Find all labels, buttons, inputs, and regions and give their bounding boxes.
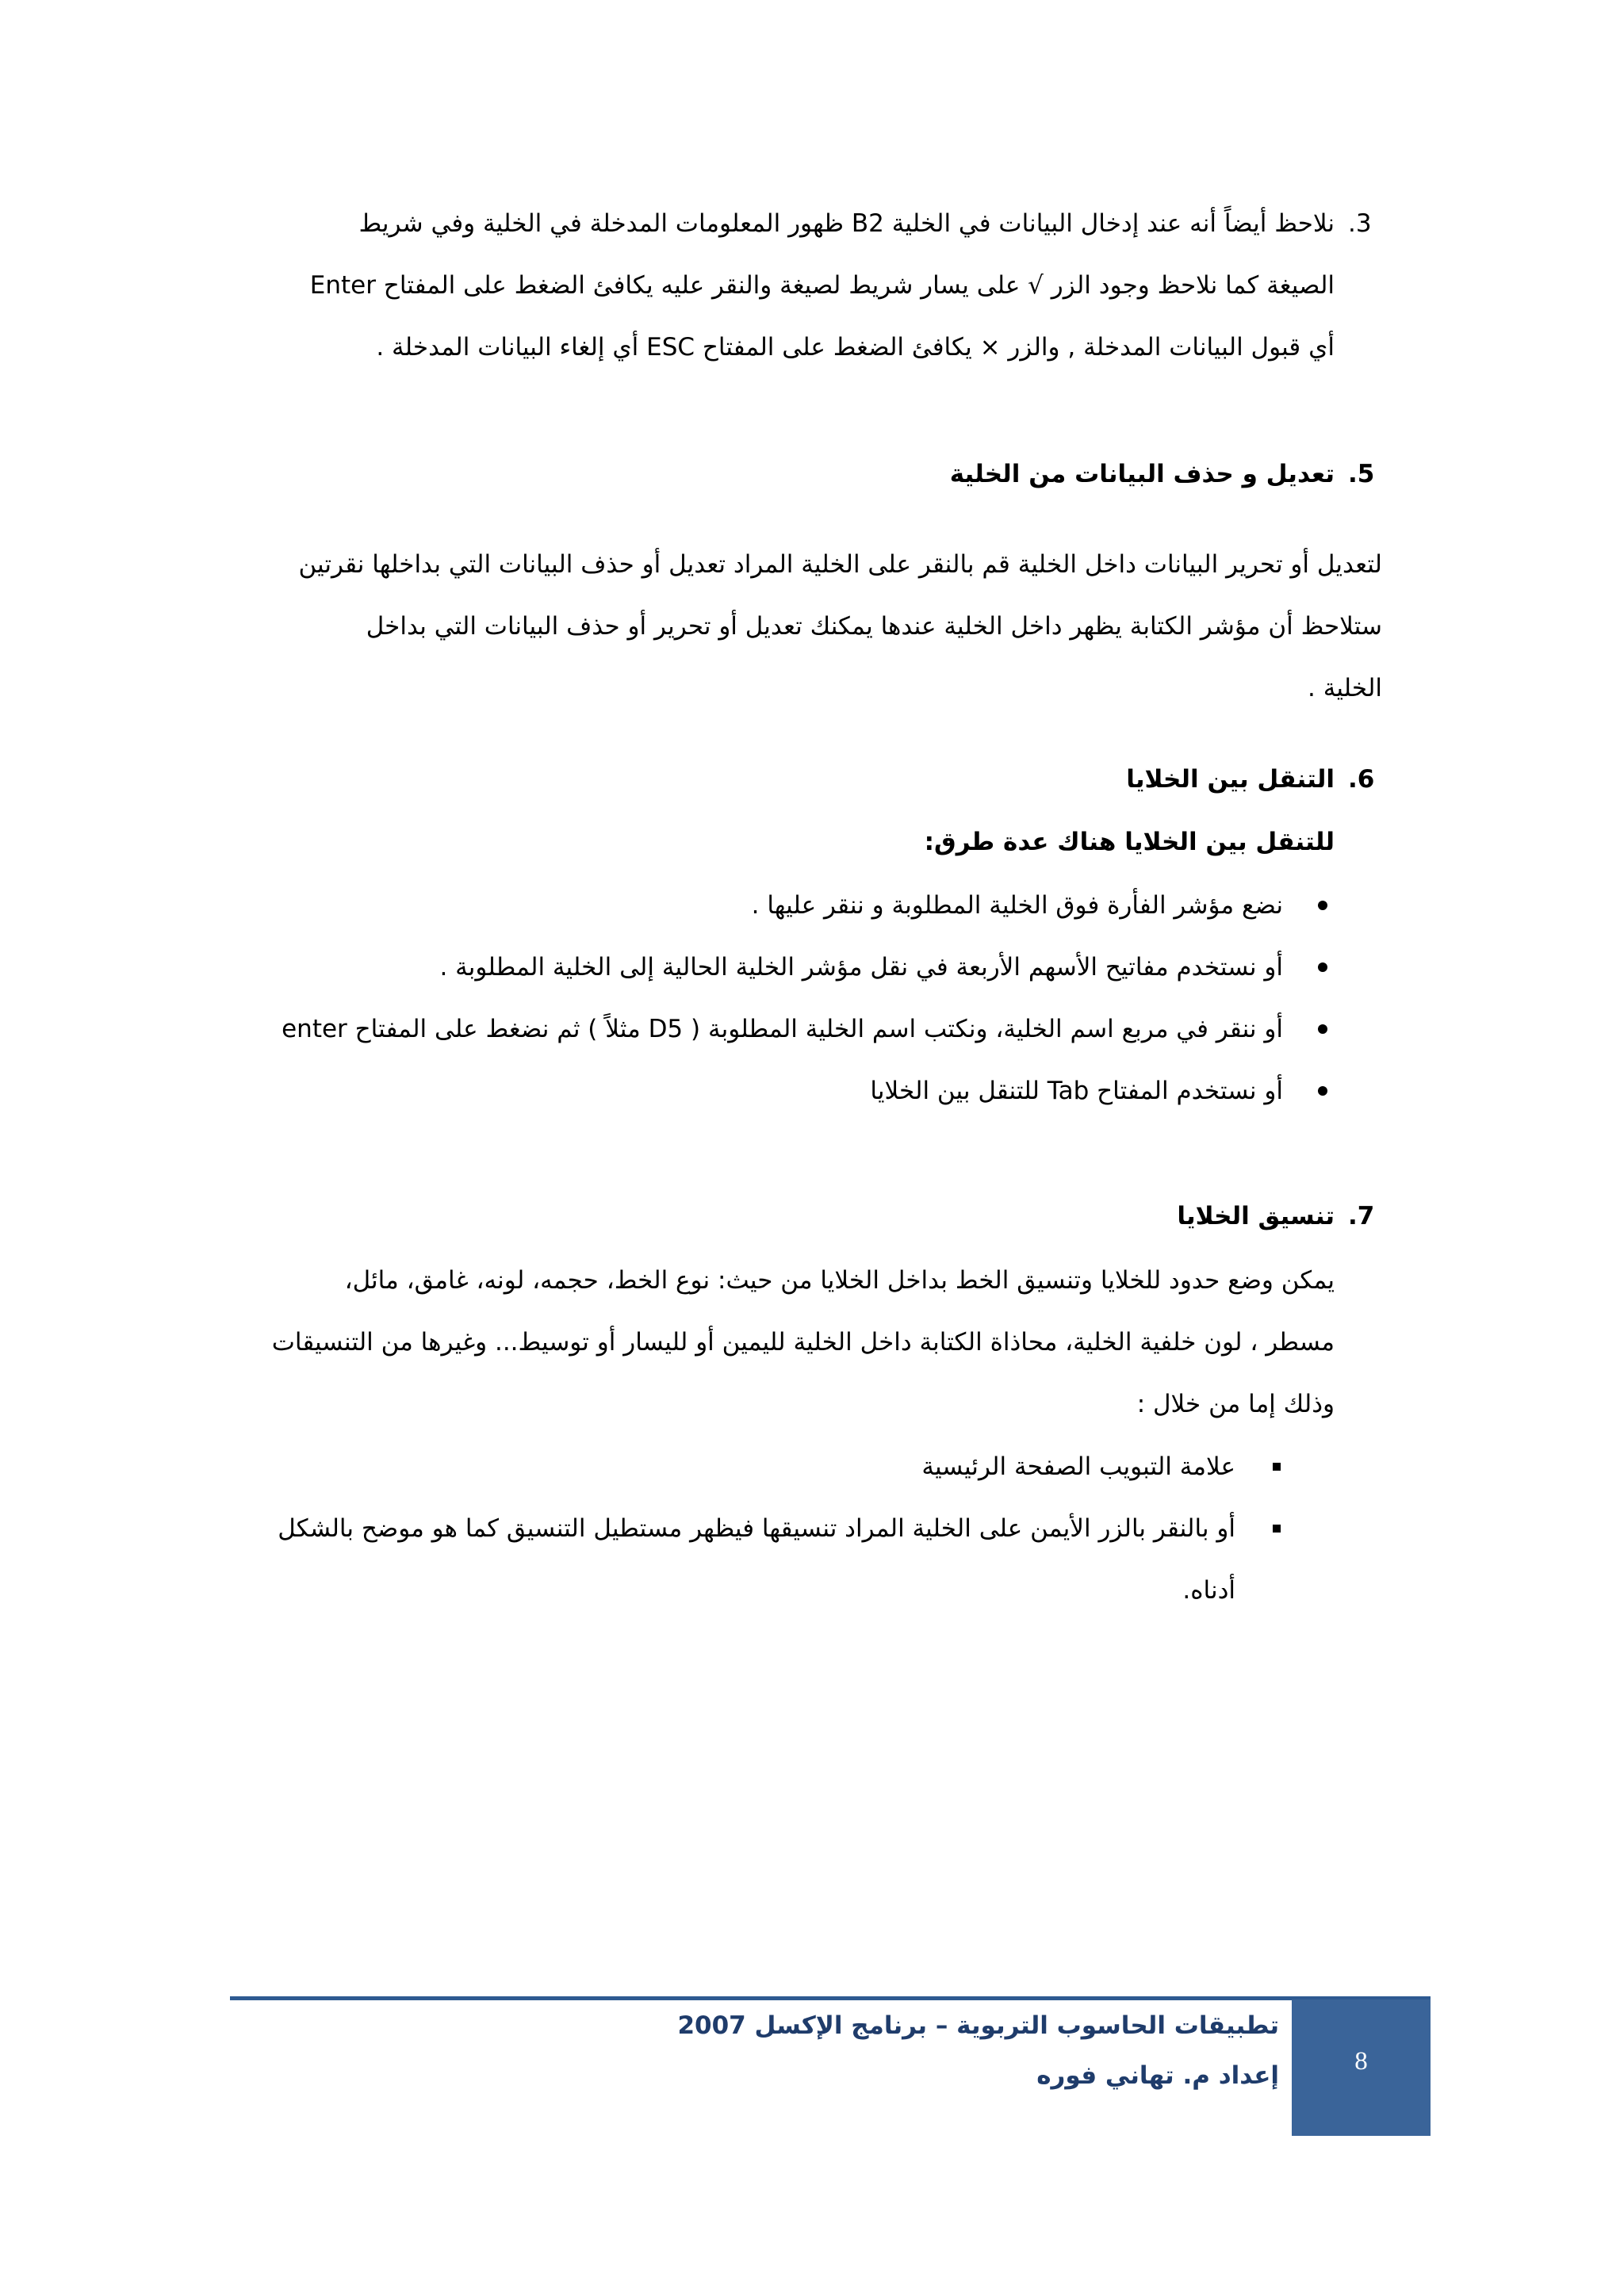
bullet-dot (1318, 1024, 1327, 1034)
section5-title: تعديل و حذف البيانات من الخلية (949, 460, 1335, 488)
item3-line2: الصيغة كما نلاحظ وجود الزر √ على يسار شريط لصيغة والنقر عليه يكافئ الضغط على المفتاح Enter (309, 271, 1335, 300)
section7-line1: يمكن وضع حدود للخلايا وتنسيق الخط بداخل الخلايا من حيث: نوع الخط، حجمه، لونه، غامق، مائل، (344, 1266, 1335, 1295)
section6-subtitle: للتنقل بين الخلايا هناك عدة طرق: (924, 828, 1335, 856)
bullet-dot (1318, 901, 1327, 910)
item3-line1: نلاحظ أيضاً أنه عند إدخال البيانات في الخلية B2 ظهور المعلومات المدخلة في الخلية وفي شريط (358, 209, 1335, 238)
section7-bullet-2: أو بالنقر بالزر الأيمن على الخلية المراد تنسيقها فيظهر مستطيل التنسيق كما هو موضح بالشكل (278, 1514, 1235, 1543)
section5-line3: الخلية . (1307, 674, 1382, 702)
footer-rule (230, 1996, 1431, 2000)
item3-line3: أي قبول البيانات المدخلة , والزر × يكافئ الضغط على المفتاح ESC أي إلغاء البيانات المدخلة . (376, 333, 1335, 362)
section5-line1: لتعديل أو تحرير البيانات داخل الخلية قم بالنقر على الخلية المراد تعديل أو حذف البيانات التي بداخلها نقرتين (298, 550, 1382, 579)
section6-bullet-3: أو ننقر في مربع اسم الخلية، ونكتب اسم الخلية المطلوبة ( D5 مثلاً ) ثم نضغط على المفتاح enter (282, 1015, 1283, 1043)
bullet-dot (1318, 1086, 1327, 1096)
section7-title: تنسيق الخلايا (1177, 1202, 1335, 1230)
page-number: 8 (1354, 2047, 1368, 2076)
square-bullet (1273, 1525, 1281, 1533)
section5-number: 5. (1348, 460, 1375, 488)
footer-author: إعداد م. تهاني فوره (1036, 2061, 1279, 2090)
bullet-dot (1318, 962, 1327, 972)
section7-line2: مسطر ، لون خلفية الخلية، محاذاة الكتابة داخل الخلية لليمين أو لليسار أو توسيط... وغيرها من التنسيقات (271, 1328, 1335, 1357)
item3-number: 3. (1348, 209, 1372, 238)
section7-line3: وذلك إما من خلال : (1136, 1390, 1335, 1418)
section6-bullet-4: أو نستخدم المفتاح Tab للتنقل بين الخلايا (870, 1077, 1283, 1105)
section7-bullet-2-cont: أدناه. (1182, 1576, 1235, 1605)
square-bullet (1273, 1463, 1281, 1471)
section6-bullet-1: نضع مؤشر الفأرة فوق الخلية المطلوبة و ننقر عليها . (751, 891, 1283, 920)
footer-title: تطبيقات الحاسوب التربوية – برنامج الإكسل 2007 (677, 2011, 1279, 2040)
section5-line2: ستلاحظ أن مؤشر الكتابة يظهر داخل الخلية عندها يمكنك تعديل أو تحرير أو حذف البيانات التي بداخل (366, 612, 1382, 641)
section7-bullet-1: علامة التبويب الصفحة الرئيسية (921, 1452, 1235, 1481)
section7-number: 7. (1348, 1202, 1375, 1230)
section6-title: التنقل بين الخلايا (1126, 765, 1335, 794)
section6-bullet-2: أو نستخدم مفاتيح الأسهم الأربعة في نقل مؤشر الخلية الحالية إلى الخلية المطلوبة . (439, 953, 1283, 982)
section6-number: 6. (1348, 765, 1375, 794)
